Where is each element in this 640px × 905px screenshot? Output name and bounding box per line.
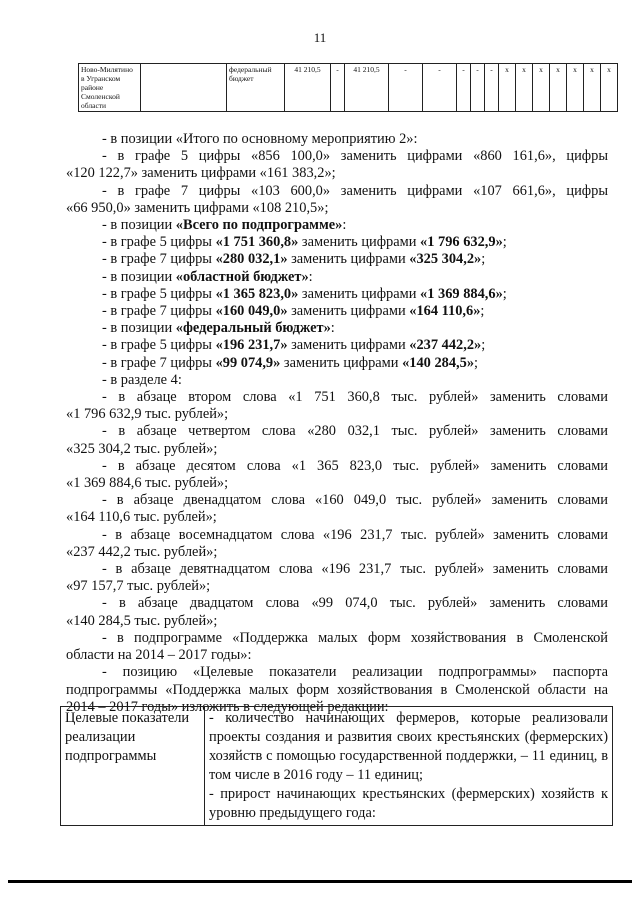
text-line: - в позиции «Всего по подпрограмме»: (102, 217, 347, 234)
text-line: - в абзаце втором слова «1 751 360,8 тыс. рублей» заменить словами (102, 389, 608, 406)
table-cell: 41 210,5 (345, 64, 389, 112)
text-line: «1 796 632,9 тыс. рублей»; (66, 406, 229, 423)
text-line: «140 284,5 тыс. рублей»; (66, 612, 218, 629)
text-line: - в разделе 4: (102, 371, 182, 388)
text-line: «97 157,7 тыс. рублей»; (66, 578, 211, 595)
text-line: - в позиции «Итого по основному мероприятию 2»: (102, 131, 418, 147)
document-body (66, 131, 608, 716)
table-row (61, 707, 613, 826)
table-cell: 41 210,5 (285, 64, 331, 112)
text-line: - в графе 5 цифры «196 231,7» заменить цифрами «237 442,2»; (102, 337, 486, 354)
table-cell: х (567, 64, 584, 112)
text-line: - в графе 7 цифры «103 600,0» заменить цифрами «107 661,6», цифры (102, 182, 608, 199)
text-line: «237 442,2 тыс. рублей»; (66, 543, 218, 560)
table-cell: - (485, 64, 499, 112)
text-line: - в позиции «федеральный бюджет»: (102, 320, 335, 337)
table-cell: х (533, 64, 550, 112)
text-line: - в графе 5 цифры «1 365 823,0» заменить цифрами «1 369 884,6»; (102, 285, 507, 302)
table-cell: х (516, 64, 533, 112)
targets-content-cell (205, 707, 613, 826)
text-line: «120 122,7» заменить цифрами «161 383,2»; (66, 165, 336, 182)
text-line: 2014 – 2017 годы» изложить в следующей редакции: (66, 698, 389, 715)
budget-table-fragment (78, 63, 618, 112)
targets-table (60, 706, 613, 826)
text-line: «66 950,0» заменить цифрами «108 210,5»; (66, 199, 329, 216)
targets-paragraph: - прирост начинающих крестьянских (фермерских) хозяйств к уровню предыдущего года: (209, 786, 608, 821)
text-line: области на 2014 – 2017 годы»: (66, 647, 252, 664)
table-cell: - (331, 64, 345, 112)
text-line: «164 110,6 тыс. рублей»; (66, 509, 217, 526)
table-cell: федеральный бюджет (227, 64, 285, 112)
text-line: - в абзаце восемнадцатом слова «196 231,7 тыс. рублей» заменить словами (102, 526, 608, 543)
text-line: - в абзаце двадцатом слова «99 074,0 тыс. рублей» заменить словами (102, 595, 608, 612)
table-cell: - (423, 64, 457, 112)
page-number: 11 (313, 30, 327, 45)
table-cell: х (499, 64, 516, 112)
table-cell: - (457, 64, 471, 112)
text-line: - в абзаце девятнадцатом слова «196 231,7 тыс. рублей» заменить словами (102, 561, 608, 578)
table-cell: х (584, 64, 601, 112)
text-line: «1 369 884,6 тыс. рублей»; (66, 475, 229, 492)
table-cell (141, 64, 227, 112)
table-cell: х (601, 64, 618, 112)
text-line: - в графе 7 цифры «280 032,1» заменить цифрами «325 304,2»; (102, 251, 486, 268)
table-row (79, 64, 618, 112)
footer-divider (8, 880, 632, 883)
text-line: - в графе 7 цифры «99 074,9» заменить цифрами «140 284,5»; (102, 354, 479, 371)
table-cell: - (471, 64, 485, 112)
text-line: - позицию «Целевые показатели реализации подпрограммы» паспорта (102, 664, 608, 681)
text-line: «325 304,2 тыс. рублей»; (66, 440, 218, 457)
targets-label-cell: Целевые показатели реализации подпрограммы (61, 707, 205, 826)
text-line: - в абзаце десятом слова «1 365 823,0 тыс. рублей» заменить словами (102, 457, 608, 474)
table-cell: Ново-Милятино в Угранском районе Смоленской области (79, 64, 141, 112)
text-line: - в графе 7 цифры «160 049,0» заменить цифрами «164 110,6»; (102, 303, 485, 320)
text-line: - в позиции «областной бюджет»: (102, 268, 313, 285)
text-line: - в графе 5 цифры «1 751 360,8» заменить цифрами «1 796 632,9»; (102, 234, 507, 251)
targets-paragraph: - количество начинающих фермеров, которые реализовали проекты создания и развития своих крестьянских (фермерских) хозяйств с помощью государственной поддержки, – 11 единиц, в том числе в 2016 году – 11 единиц; (209, 710, 608, 783)
text-line: - в подпрограмме «Поддержка малых форм хозяйствования в Смоленской (102, 629, 608, 646)
text-line: подпрограммы «Поддержка малых форм хозяйствования в Смоленской области на (66, 681, 608, 698)
table-cell: - (389, 64, 423, 112)
text-line: - в абзаце двенадцатом слова «160 049,0 тыс. рублей» заменить словами (102, 492, 608, 509)
text-line: - в графе 5 цифры «856 100,0» заменить цифрами «860 161,6», цифры (102, 148, 608, 165)
text-line: - в абзаце четвертом слова «280 032,1 тыс. рублей» заменить словами (102, 423, 608, 440)
table-cell: х (550, 64, 567, 112)
